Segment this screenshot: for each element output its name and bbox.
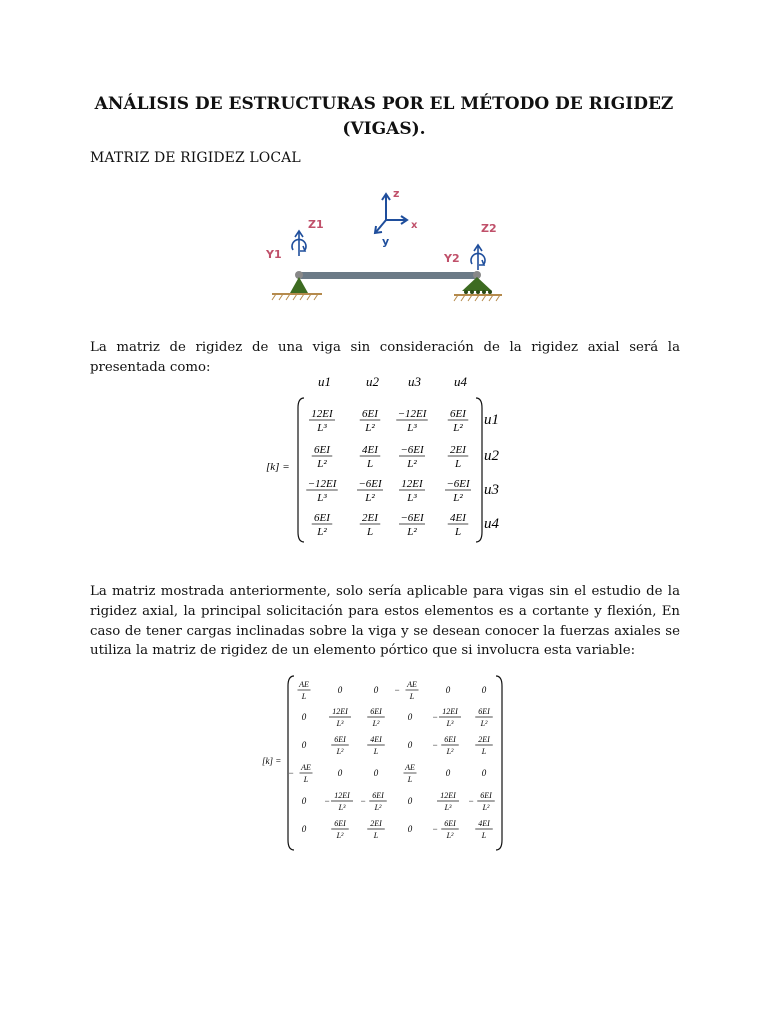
fraction-denominator: L² [374,803,382,812]
node2-dof-icon [471,245,485,270]
fraction-denominator: L³ [444,803,452,812]
right-bracket [496,676,502,850]
fraction-numerator: 4EI [362,444,378,456]
fraction-denominator: L [366,526,374,538]
fraction-denominator: L² [453,422,463,434]
minus-sign: − [432,740,439,750]
fraction-numerator: 2EI [478,735,490,744]
document-title [60,92,708,142]
fraction-denominator: L [301,692,307,701]
fraction-denominator: L [366,458,374,470]
beam [298,272,478,279]
matrix-entry: 0 [301,796,307,806]
minus-sign: − [288,768,295,778]
label-y1: Y1 [266,248,282,261]
matrix-entry: 0 [373,768,379,778]
fraction-denominator: L² [446,831,454,840]
fraction-numerator: AE [407,680,417,689]
matrix-lhs: [k] = [266,461,290,473]
fraction-numerator: 12EI [311,408,333,420]
beam-diagram [256,180,512,310]
fraction-denominator: L³ [317,492,327,504]
minus-sign: − [360,796,367,806]
fraction-numerator: 6EI [444,819,456,828]
fraction-numerator: 6EI [314,444,330,456]
column-header: u3 [408,374,421,389]
matrix-entry: 0 [481,685,487,695]
fraction-denominator: L³ [336,719,344,728]
fraction-denominator: L [481,831,487,840]
fraction-denominator: L² [336,831,344,840]
fraction-numerator: 12EI [332,707,348,716]
fraction-denominator: L [409,692,415,701]
fraction-numerator: 4EI [370,735,382,744]
fraction-denominator: L [373,831,379,840]
fraction-numerator: AE [299,680,309,689]
paragraph-2: La matriz mostrada anteriormente, solo sería aplicable para vigas sin el estudio de la rigidez axial, la principal solicitación para estos elementos es a cortante y flexión, En caso de tener cargas inclinadas sobre la viga y se desean conocer la fuerzas axiales se utiliza la matriz de rigidez de un elemento pórtico que si involucra esta variable: [90,584,680,659]
fraction-numerator: 6EI [334,819,346,828]
fraction-denominator: L³ [338,803,346,812]
pin-support-icon [272,277,322,300]
fraction-numerator: 2EI [450,444,466,456]
fraction-numerator: 12EI [442,707,458,716]
column-header: u2 [366,374,379,389]
fraction-numerator: 4EI [478,819,490,828]
row-label: u1 [484,412,499,428]
fraction-denominator: L² [407,458,417,470]
paragraph-1: La matriz de rigidez de una viga sin consideración de la rigidez axial será la presentada como: [90,340,680,375]
fraction-denominator: L² [365,492,375,504]
fraction-denominator: L [481,747,487,756]
matrix-entry: 0 [407,712,413,722]
fraction-numerator: AE [405,763,415,772]
fraction-numerator: 6EI [362,408,378,420]
section-heading: MATRIZ DE RIGIDEZ LOCAL [90,150,301,166]
matrix-entry: 0 [407,824,413,834]
fraction-numerator: 4EI [450,512,466,524]
title-line-1: ANÁLISIS DE ESTRUCTURAS POR EL MÉTODO DE RIGIDEZ [94,94,674,114]
fraction-denominator: L² [446,747,454,756]
fraction-denominator: L² [336,747,344,756]
roller-support-icon [454,277,502,301]
matrix-entry: 0 [407,796,413,806]
fraction-denominator: L³ [317,422,327,434]
fraction-denominator: L [454,458,462,470]
fraction-denominator: L² [407,526,417,538]
minus-sign: − [394,685,401,695]
fraction-numerator: −12EI [397,408,427,420]
matrix-entry: 0 [301,712,307,722]
fraction-numerator: −6EI [446,478,470,490]
right-bracket [476,398,482,542]
label-z1: Z1 [308,218,324,231]
label-z2: Z2 [481,222,497,235]
fraction-numerator: −6EI [400,444,424,456]
matrix-entry: 0 [407,740,413,750]
fraction-numerator: 6EI [370,707,382,716]
fraction-numerator: 2EI [362,512,378,524]
fraction-denominator: L² [372,719,380,728]
fraction-denominator: L³ [407,422,417,434]
fraction-denominator: L² [365,422,375,434]
matrix-entry: 0 [337,768,343,778]
fraction-numerator: 2EI [370,819,382,828]
fraction-numerator: 12EI [440,791,456,800]
column-header: u4 [454,374,467,389]
minus-sign: − [432,824,439,834]
column-header: u1 [318,374,331,389]
row-label: u4 [484,516,499,532]
frame-stiffness-matrix [258,672,508,854]
fraction-denominator: L³ [407,492,417,504]
minus-sign: − [468,796,475,806]
fraction-numerator: 6EI [450,408,466,420]
matrix-entry: 0 [445,685,451,695]
fraction-numerator: −6EI [400,512,424,524]
row-label: u2 [484,448,499,464]
fraction-denominator: L [373,747,379,756]
fraction-denominator: L² [317,458,327,470]
fraction-numerator: 6EI [334,735,346,744]
fraction-numerator: 6EI [372,791,384,800]
axis-label-z: z [393,187,400,200]
label-y2: Y2 [444,252,460,265]
fraction-numerator: 12EI [334,791,350,800]
matrix-entry: 0 [337,685,343,695]
fraction-numerator: −12EI [307,478,337,490]
fraction-denominator: L² [480,719,488,728]
fraction-numerator: 12EI [401,478,423,490]
fraction-numerator: 6EI [314,512,330,524]
fraction-denominator: L² [453,492,463,504]
fraction-numerator: AE [301,763,311,772]
fraction-denominator: L² [482,803,490,812]
minus-sign: − [324,796,331,806]
beam-stiffness-matrix [262,370,512,546]
fraction-numerator: 6EI [480,791,492,800]
axis-label-x: x [411,220,418,231]
matrix-lhs: [k] = [262,756,282,766]
global-axes-icon [375,194,407,233]
left-bracket [288,676,294,850]
left-bracket [298,398,304,542]
title-line-2: (VIGAS). [342,119,426,139]
fraction-numerator: −6EI [358,478,382,490]
node1-dof-icon [292,231,306,256]
fraction-denominator: L [454,526,462,538]
axis-label-y: y [382,235,390,248]
fraction-denominator: L² [317,526,327,538]
minus-sign: − [432,712,439,722]
fraction-denominator: L [407,775,413,784]
fraction-numerator: 6EI [444,735,456,744]
fraction-denominator: L³ [446,719,454,728]
matrix-entry: 0 [445,768,451,778]
matrix-entry: 0 [481,768,487,778]
fraction-numerator: 6EI [478,707,490,716]
fraction-denominator: L [303,775,309,784]
matrix-entry: 0 [301,824,307,834]
row-label: u3 [484,482,499,498]
matrix-entry: 0 [301,740,307,750]
matrix-entry: 0 [373,685,379,695]
